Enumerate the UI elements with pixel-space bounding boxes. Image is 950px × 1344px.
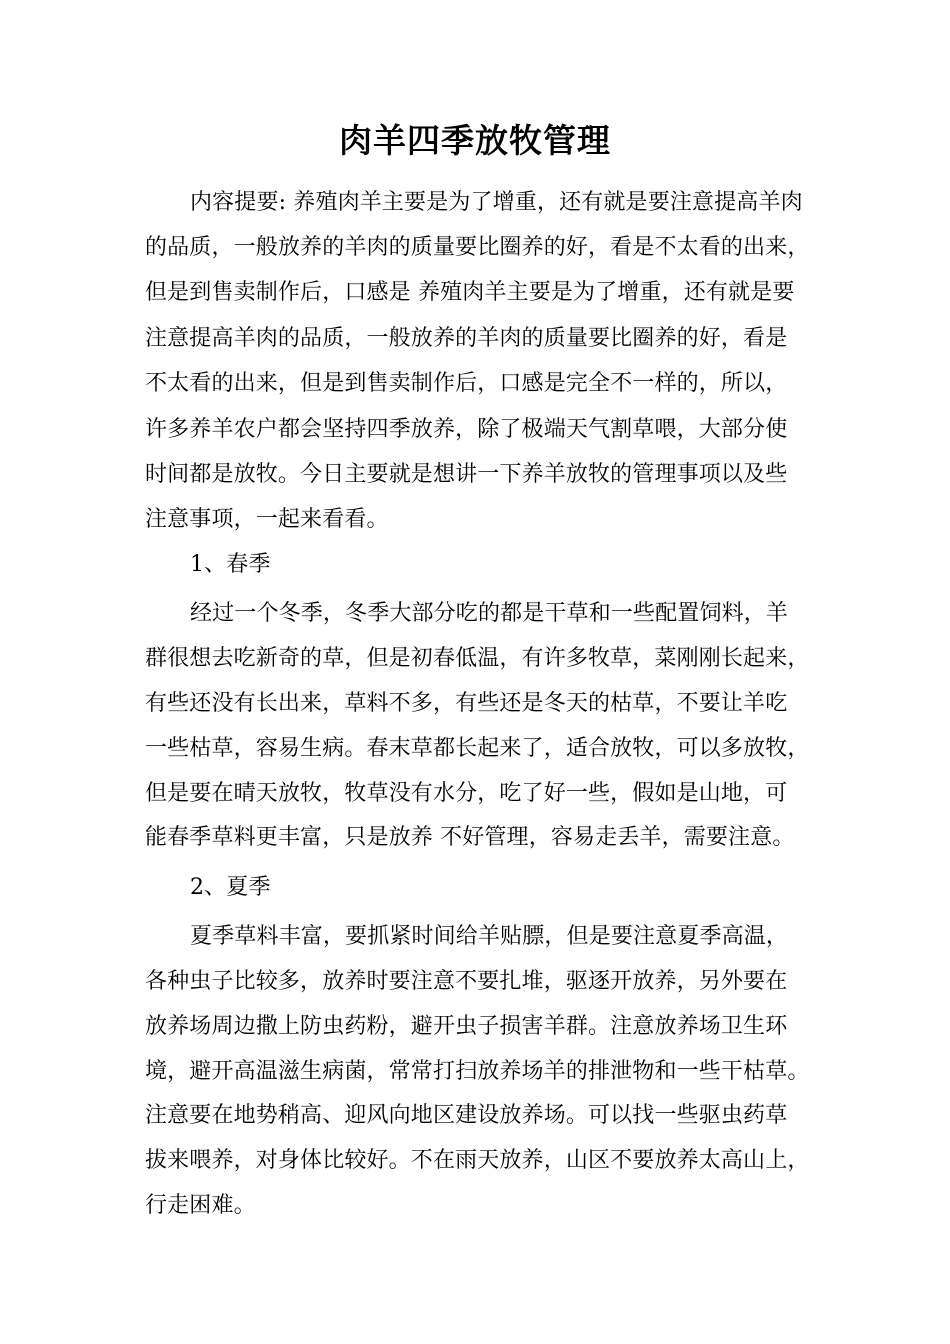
paragraph-line: 但是到售卖制作后，口感是 养殖肉羊主要是为了增重，还有就是要 — [145, 280, 795, 305]
paragraph-line: 行走困难。 — [145, 1193, 256, 1218]
section-heading-summer: 2、夏季 — [190, 875, 271, 900]
paragraph-line: 注意要在地势稍高、迎风向地区建设放养场。可以找一些驱虫药草 — [145, 1103, 788, 1128]
paragraph-line: 注意事项，一起来看看。 — [145, 507, 389, 532]
paragraph-line: 夏季草料丰富，要抓紧时间给羊贴膘，但是要注意夏季高温， — [190, 924, 789, 949]
paragraph-line: 内容提要: 养殖肉羊主要是为了增重，还有就是要注意提高羊肉 — [190, 190, 803, 215]
document-title: 肉羊四季放牧管理 — [339, 121, 611, 160]
paragraph-line: 时间都是放牧。今日主要就是想讲一下养羊放牧的管理事项以及些 — [145, 462, 788, 487]
paragraph-line: 的品质，一般放养的羊肉的质量要比圈养的好，看是不太看的出来， — [145, 235, 810, 260]
paragraph-line: 一些枯草，容易生病。春末草都长起来了，适合放牧，可以多放牧， — [145, 736, 810, 761]
section-heading-spring: 1、春季 — [190, 552, 271, 577]
paragraph-line: 拔来喂养，对身体比较好。不在雨天放养，山区不要放养太高山上， — [145, 1148, 810, 1173]
paragraph-line: 境，避开高温滋生病菌，常常打扫放养场羊的排泄物和一些干枯草。 — [145, 1059, 810, 1084]
paragraph-line: 许多养羊农户都会坚持四季放养，除了极端天气割草喂，大部分使 — [145, 417, 788, 442]
paragraph-line: 不太看的出来，但是到售卖制作后，口感是完全不一样的，所以， — [145, 371, 788, 396]
paragraph-line: 能春季草料更丰富，只是放养 不好管理，容易走丢羊，需要注意。 — [145, 825, 795, 850]
paragraph-line: 群很想去吃新奇的草，但是初春低温，有许多牧草，菜刚刚长起来， — [145, 646, 810, 671]
paragraph-line: 注意提高羊肉的品质，一般放养的羊肉的质量要比圈养的好，看是 — [145, 326, 788, 351]
paragraph-line: 经过一个冬季，冬季大部分吃的都是干草和一些配置饲料，羊 — [190, 601, 789, 626]
paragraph-line: 放养场周边撒上防虫药粉，避开虫子损害羊群。注意放养场卫生环 — [145, 1014, 788, 1039]
paragraph-line: 各种虫子比较多，放养时要注意不要扎堆，驱逐开放养，另外要在 — [145, 969, 788, 994]
paragraph-line: 有些还没有长出来，草料不多，有些还是冬天的枯草，不要让羊吃 — [145, 691, 788, 716]
paragraph-line: 但是要在晴天放牧，牧草没有水分，吃了好一些，假如是山地，可 — [145, 781, 788, 806]
